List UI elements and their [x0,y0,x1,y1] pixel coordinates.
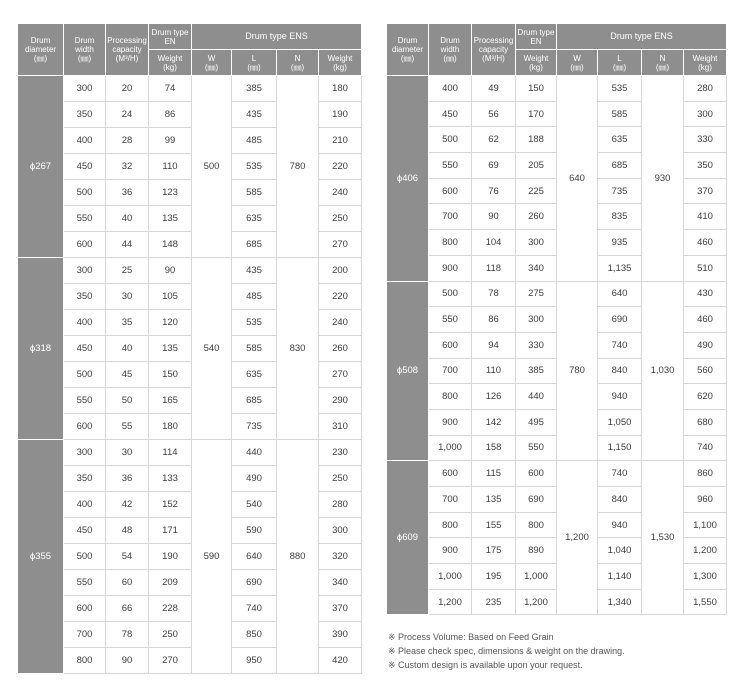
capacity-cell: 195 [472,564,516,590]
table-row [18,258,362,284]
ens-weight-cell: 370 [319,596,362,622]
capacity-cell: 36 [106,180,149,206]
ens-weight-cell: 1,100 [684,512,727,538]
capacity-cell: 118 [472,255,516,281]
ens-weight-cell: 490 [684,332,727,358]
drum-width-cell: 600 [64,414,106,440]
capacity-cell: 78 [106,622,149,648]
ens-weight-cell: 960 [684,487,727,513]
capacity-cell: 78 [472,281,516,307]
ens-l-cell: 435 [232,258,277,284]
ens-weight-cell: 300 [684,101,727,127]
drum-width-cell: 550 [64,206,106,232]
header-drum-type-en: Drum type EN [516,24,557,50]
capacity-cell: 30 [106,284,149,310]
drum-width-cell: 800 [429,230,472,256]
capacity-cell: 36 [106,466,149,492]
header-drum-width: Drum width (㎜) [429,24,472,76]
drum-width-cell: 400 [64,310,106,336]
ens-weight-cell: 320 [319,544,362,570]
header-n: N (㎜) [277,50,319,76]
capacity-cell: 86 [472,307,516,333]
ens-l-cell: 540 [232,492,277,518]
ens-weight-cell: 860 [684,461,727,487]
capacity-cell: 158 [472,435,516,461]
ens-l-cell: 935 [598,230,642,256]
spec-table-left-body [18,76,362,674]
capacity-cell: 25 [106,258,149,284]
ens-l-cell: 735 [232,414,277,440]
table-row [387,461,727,487]
drum-width-cell: 500 [64,362,106,388]
ens-n-cell: 830 [277,258,319,440]
ens-weight-cell: 270 [319,232,362,258]
en-weight-cell: 99 [149,128,192,154]
ens-weight-cell: 250 [319,466,362,492]
ens-l-cell: 940 [598,512,642,538]
ens-l-cell: 740 [598,332,642,358]
ens-weight-cell: 240 [319,310,362,336]
ens-weight-cell: 1,200 [684,538,727,564]
drum-width-cell: 800 [64,648,106,674]
ens-l-cell: 385 [232,76,277,102]
ens-weight-cell: 510 [684,255,727,281]
drum-width-cell: 350 [64,284,106,310]
en-weight-cell: 440 [516,384,557,410]
en-weight-cell: 148 [149,232,192,258]
capacity-cell: 115 [472,461,516,487]
ens-l-cell: 690 [598,307,642,333]
drum-width-cell: 450 [64,518,106,544]
drum-diameter-cell: ϕ508 [387,281,429,461]
header-en-weight: Weight (kg) [516,50,557,76]
capacity-cell: 110 [472,358,516,384]
ens-weight-cell: 220 [319,284,362,310]
ens-w-cell: 1,200 [557,461,598,615]
capacity-cell: 40 [106,336,149,362]
header-l: L (㎜) [598,50,642,76]
ens-weight-cell: 240 [319,180,362,206]
ens-weight-cell: 740 [684,435,727,461]
ens-weight-cell: 410 [684,204,727,230]
capacity-cell: 235 [472,589,516,615]
ens-weight-cell: 300 [319,518,362,544]
header-drum-type-ens: Drum type ENS [192,24,362,50]
en-weight-cell: 190 [149,544,192,570]
drum-width-cell: 350 [64,102,106,128]
drum-diameter-cell: ϕ267 [18,76,64,258]
ens-l-cell: 585 [232,180,277,206]
ens-l-cell: 535 [598,76,642,102]
ens-l-cell: 1,150 [598,435,642,461]
ens-weight-cell: 260 [319,336,362,362]
drum-width-cell: 550 [429,307,472,333]
ens-weight-cell: 330 [684,127,727,153]
capacity-cell: 48 [106,518,149,544]
en-weight-cell: 550 [516,435,557,461]
ens-l-cell: 585 [232,336,277,362]
capacity-cell: 40 [106,206,149,232]
drum-width-cell: 700 [64,622,106,648]
drum-width-cell: 600 [429,461,472,487]
capacity-cell: 44 [106,232,149,258]
footnote: ※ Please check spec, dimensions & weight on the drawing. [388,646,625,656]
ens-weight-cell: 430 [684,281,727,307]
ens-weight-cell: 310 [319,414,362,440]
ens-weight-cell: 190 [319,102,362,128]
capacity-cell: 104 [472,230,516,256]
ens-weight-cell: 460 [684,230,727,256]
drum-width-cell: 400 [429,76,472,102]
en-weight-cell: 1,000 [516,564,557,590]
ens-l-cell: 740 [598,461,642,487]
en-weight-cell: 90 [149,258,192,284]
drum-width-cell: 450 [64,154,106,180]
ens-l-cell: 735 [598,178,642,204]
drum-width-cell: 800 [429,512,472,538]
en-weight-cell: 225 [516,178,557,204]
ens-weight-cell: 390 [319,622,362,648]
capacity-cell: 45 [106,362,149,388]
capacity-cell: 135 [472,487,516,513]
ens-l-cell: 1,140 [598,564,642,590]
ens-l-cell: 635 [232,206,277,232]
header-drum-width: Drum width (㎜) [64,24,106,76]
header-drum-type-ens: Drum type ENS [557,24,727,50]
ens-l-cell: 640 [232,544,277,570]
capacity-cell: 90 [472,204,516,230]
header-w: W (㎜) [192,50,232,76]
footnote: ※ Process Volume: Based on Feed Grain [388,632,554,642]
capacity-cell: 56 [472,101,516,127]
capacity-cell: 94 [472,332,516,358]
ens-l-cell: 485 [232,128,277,154]
en-weight-cell: 340 [516,255,557,281]
ens-weight-cell: 220 [319,154,362,180]
drum-width-cell: 400 [64,492,106,518]
ens-weight-cell: 200 [319,258,362,284]
drum-diameter-cell: ϕ355 [18,440,64,674]
drum-width-cell: 1,000 [429,435,472,461]
en-weight-cell: 690 [516,487,557,513]
header-processing-capacity: Processing capacity (M³/H) [472,24,516,76]
capacity-cell: 35 [106,310,149,336]
ens-l-cell: 840 [598,358,642,384]
drum-width-cell: 300 [64,440,106,466]
ens-l-cell: 585 [598,101,642,127]
en-weight-cell: 86 [149,102,192,128]
ens-l-cell: 1,040 [598,538,642,564]
ens-l-cell: 685 [232,232,277,258]
ens-l-cell: 535 [232,310,277,336]
capacity-cell: 20 [106,76,149,102]
ens-weight-cell: 620 [684,384,727,410]
en-weight-cell: 74 [149,76,192,102]
drum-width-cell: 450 [64,336,106,362]
drum-width-cell: 600 [429,332,472,358]
ens-l-cell: 440 [232,440,277,466]
en-weight-cell: 209 [149,570,192,596]
drum-width-cell: 550 [64,388,106,414]
header-w: W (㎜) [557,50,598,76]
table-row [387,281,727,307]
ens-weight-cell: 560 [684,358,727,384]
ens-w-cell: 640 [557,76,598,282]
ens-l-cell: 635 [232,362,277,388]
ens-weight-cell: 1,300 [684,564,727,590]
header-drum-type-en: Drum type EN [149,24,192,50]
ens-l-cell: 740 [232,596,277,622]
spec-table-left [17,23,362,674]
header-n: N (㎜) [642,50,684,76]
ens-weight-cell: 680 [684,409,727,435]
ens-l-cell: 535 [232,154,277,180]
footnotes [388,630,625,672]
drum-diameter-cell: ϕ609 [387,461,429,615]
en-weight-cell: 330 [516,332,557,358]
drum-width-cell: 500 [429,281,472,307]
ens-l-cell: 840 [598,487,642,513]
ens-w-cell: 540 [192,258,232,440]
ens-weight-cell: 350 [684,153,727,179]
table-row [18,440,362,466]
drum-width-cell: 600 [64,232,106,258]
capacity-cell: 24 [106,102,149,128]
ens-l-cell: 490 [232,466,277,492]
ens-l-cell: 635 [598,127,642,153]
ens-l-cell: 950 [232,648,277,674]
en-weight-cell: 188 [516,127,557,153]
en-weight-cell: 152 [149,492,192,518]
capacity-cell: 28 [106,128,149,154]
ens-l-cell: 835 [598,204,642,230]
ens-weight-cell: 230 [319,440,362,466]
drum-width-cell: 600 [429,178,472,204]
ens-n-cell: 880 [277,440,319,674]
ens-weight-cell: 290 [319,388,362,414]
drum-width-cell: 800 [429,384,472,410]
ens-l-cell: 685 [598,153,642,179]
ens-l-cell: 690 [232,570,277,596]
header-ens-weight: Weight (kg) [319,50,362,76]
drum-width-cell: 700 [429,204,472,230]
ens-l-cell: 590 [232,518,277,544]
capacity-cell: 142 [472,409,516,435]
drum-width-cell: 1,000 [429,564,472,590]
header-ens-weight: Weight (kg) [684,50,727,76]
drum-width-cell: 600 [64,596,106,622]
drum-width-cell: 400 [64,128,106,154]
drum-width-cell: 500 [429,127,472,153]
ens-l-cell: 640 [598,281,642,307]
drum-width-cell: 550 [64,570,106,596]
en-weight-cell: 114 [149,440,192,466]
capacity-cell: 175 [472,538,516,564]
en-weight-cell: 250 [149,622,192,648]
en-weight-cell: 133 [149,466,192,492]
en-weight-cell: 135 [149,206,192,232]
ens-l-cell: 850 [232,622,277,648]
capacity-cell: 90 [106,648,149,674]
ens-l-cell: 1,340 [598,589,642,615]
en-weight-cell: 123 [149,180,192,206]
ens-w-cell: 780 [557,281,598,461]
drum-width-cell: 550 [429,153,472,179]
ens-weight-cell: 460 [684,307,727,333]
en-weight-cell: 495 [516,409,557,435]
en-weight-cell: 385 [516,358,557,384]
en-weight-cell: 170 [516,101,557,127]
ens-weight-cell: 250 [319,206,362,232]
drum-width-cell: 700 [429,487,472,513]
drum-width-cell: 900 [429,538,472,564]
header-drum-diameter: Drum diameter (㎜) [387,24,429,76]
ens-weight-cell: 280 [684,76,727,102]
ens-weight-cell: 1,550 [684,589,727,615]
drum-width-cell: 900 [429,409,472,435]
ens-l-cell: 1,050 [598,409,642,435]
capacity-cell: 126 [472,384,516,410]
capacity-cell: 76 [472,178,516,204]
drum-width-cell: 300 [64,258,106,284]
en-weight-cell: 120 [149,310,192,336]
en-weight-cell: 171 [149,518,192,544]
en-weight-cell: 890 [516,538,557,564]
ens-n-cell: 1,530 [642,461,684,615]
ens-weight-cell: 340 [319,570,362,596]
header-en-weight: Weight (kg) [149,50,192,76]
en-weight-cell: 260 [516,204,557,230]
header-processing-capacity: Processing capacity (M³/H) [106,24,149,76]
ens-l-cell: 1,135 [598,255,642,281]
capacity-cell: 32 [106,154,149,180]
ens-weight-cell: 180 [319,76,362,102]
en-weight-cell: 150 [516,76,557,102]
ens-w-cell: 590 [192,440,232,674]
en-weight-cell: 228 [149,596,192,622]
drum-width-cell: 300 [64,76,106,102]
capacity-cell: 54 [106,544,149,570]
ens-l-cell: 940 [598,384,642,410]
en-weight-cell: 300 [516,230,557,256]
en-weight-cell: 270 [149,648,192,674]
en-weight-cell: 275 [516,281,557,307]
drum-diameter-cell: ϕ318 [18,258,64,440]
en-weight-cell: 800 [516,512,557,538]
drum-width-cell: 900 [429,255,472,281]
en-weight-cell: 600 [516,461,557,487]
capacity-cell: 60 [106,570,149,596]
capacity-cell: 66 [106,596,149,622]
en-weight-cell: 300 [516,307,557,333]
header-l: L (㎜) [232,50,277,76]
ens-w-cell: 500 [192,76,232,258]
drum-diameter-cell: ϕ406 [387,76,429,282]
ens-l-cell: 485 [232,284,277,310]
capacity-cell: 30 [106,440,149,466]
drum-width-cell: 700 [429,358,472,384]
drum-width-cell: 1,200 [429,589,472,615]
ens-l-cell: 435 [232,102,277,128]
capacity-cell: 62 [472,127,516,153]
ens-weight-cell: 420 [319,648,362,674]
en-weight-cell: 165 [149,388,192,414]
drum-width-cell: 350 [64,466,106,492]
ens-n-cell: 1,030 [642,281,684,461]
en-weight-cell: 105 [149,284,192,310]
en-weight-cell: 1,200 [516,589,557,615]
en-weight-cell: 180 [149,414,192,440]
capacity-cell: 42 [106,492,149,518]
capacity-cell: 50 [106,388,149,414]
capacity-cell: 69 [472,153,516,179]
spec-table-right-body [387,76,727,615]
en-weight-cell: 150 [149,362,192,388]
ens-n-cell: 780 [277,76,319,258]
ens-n-cell: 930 [642,76,684,282]
header-drum-diameter: Drum diameter (㎜) [18,24,64,76]
drum-width-cell: 500 [64,180,106,206]
en-weight-cell: 135 [149,336,192,362]
capacity-cell: 55 [106,414,149,440]
spec-table-right [386,23,727,615]
drum-width-cell: 500 [64,544,106,570]
capacity-cell: 155 [472,512,516,538]
ens-l-cell: 685 [232,388,277,414]
table-row [387,76,727,102]
footnote: ※ Custom design is available upon your request. [388,660,583,670]
en-weight-cell: 205 [516,153,557,179]
ens-weight-cell: 280 [319,492,362,518]
ens-weight-cell: 270 [319,362,362,388]
ens-weight-cell: 370 [684,178,727,204]
capacity-cell: 49 [472,76,516,102]
en-weight-cell: 110 [149,154,192,180]
table-row [18,76,362,102]
drum-width-cell: 450 [429,101,472,127]
ens-weight-cell: 210 [319,128,362,154]
